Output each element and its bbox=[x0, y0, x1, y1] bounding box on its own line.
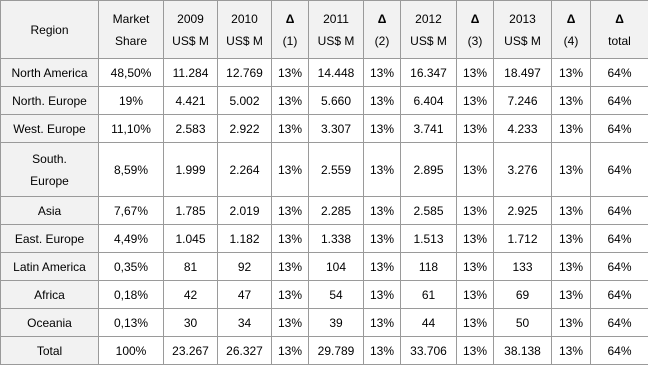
table-row bbox=[1, 253, 648, 281]
cell-share: 100% bbox=[99, 337, 164, 365]
cell-d4: 13% bbox=[552, 337, 591, 365]
cell-d4: 13% bbox=[552, 87, 591, 115]
cell-d1: 13% bbox=[272, 281, 309, 309]
region-cell bbox=[1, 281, 99, 309]
region-cell bbox=[1, 143, 99, 197]
region-cell bbox=[1, 87, 99, 115]
cell-v2010: 5.002 bbox=[218, 87, 272, 115]
region-cell bbox=[1, 253, 99, 281]
cell-share: 7,67% bbox=[99, 197, 164, 225]
cell-d1: 13% bbox=[272, 253, 309, 281]
col-header-delta-4: Δ (4) bbox=[552, 1, 591, 59]
region-cell bbox=[1, 309, 99, 337]
cell-d4: 13% bbox=[552, 197, 591, 225]
table-row bbox=[1, 197, 648, 225]
col-header-delta-1: Δ (1) bbox=[272, 1, 309, 59]
cell-v2011: 54 bbox=[309, 281, 364, 309]
col-header-2013: 2013 US$ M bbox=[494, 1, 552, 59]
cell-v2010: 2.922 bbox=[218, 115, 272, 143]
region-label: North. Europe bbox=[3, 90, 96, 112]
cell-v2010: 92 bbox=[218, 253, 272, 281]
cell-v2011: 2.559 bbox=[309, 143, 364, 197]
cell-d3: 13% bbox=[457, 309, 494, 337]
region-cell bbox=[1, 225, 99, 253]
cell-share: 4,49% bbox=[99, 225, 164, 253]
col-header-region: Region bbox=[1, 1, 99, 59]
region-label: West. Europe bbox=[3, 118, 96, 140]
cell-v2009: 1.999 bbox=[164, 143, 218, 197]
cell-d4: 13% bbox=[552, 59, 591, 87]
cell-dtotal: 64% bbox=[591, 115, 648, 143]
cell-v2013: 4.233 bbox=[494, 115, 552, 143]
region-label: North America bbox=[3, 62, 96, 84]
cell-d2: 13% bbox=[364, 253, 401, 281]
region-label: Africa bbox=[3, 284, 96, 306]
cell-d3: 13% bbox=[457, 281, 494, 309]
cell-d1: 13% bbox=[272, 337, 309, 365]
col-header-2011: 2011 US$ M bbox=[309, 1, 364, 59]
cell-d2: 13% bbox=[364, 143, 401, 197]
region-label: Asia bbox=[3, 200, 96, 222]
cell-v2013: 1.712 bbox=[494, 225, 552, 253]
col-header-2010: 2010 US$ M bbox=[218, 1, 272, 59]
cell-d1: 13% bbox=[272, 87, 309, 115]
col-header-market-share: Market Share bbox=[99, 1, 164, 59]
cell-d1: 13% bbox=[272, 115, 309, 143]
table-row bbox=[1, 309, 648, 337]
cell-share: 0,13% bbox=[99, 309, 164, 337]
header-row bbox=[1, 1, 648, 59]
cell-v2012: 2.585 bbox=[401, 197, 457, 225]
cell-d1: 13% bbox=[272, 309, 309, 337]
cell-d1: 13% bbox=[272, 197, 309, 225]
col-header-delta-2: Δ (2) bbox=[364, 1, 401, 59]
col-header-2009: 2009 US$ M bbox=[164, 1, 218, 59]
cell-d3: 13% bbox=[457, 87, 494, 115]
cell-v2013: 38.138 bbox=[494, 337, 552, 365]
cell-d2: 13% bbox=[364, 225, 401, 253]
cell-v2010: 2.264 bbox=[218, 143, 272, 197]
cell-d1: 13% bbox=[272, 143, 309, 197]
cell-d4: 13% bbox=[552, 281, 591, 309]
cell-v2013: 3.276 bbox=[494, 143, 552, 197]
table-row bbox=[1, 59, 648, 87]
cell-v2010: 1.182 bbox=[218, 225, 272, 253]
cell-v2013: 2.925 bbox=[494, 197, 552, 225]
table-row bbox=[1, 337, 648, 365]
cell-d3: 13% bbox=[457, 143, 494, 197]
cell-v2009: 23.267 bbox=[164, 337, 218, 365]
region-label: Latin America bbox=[3, 256, 96, 278]
cell-v2012: 61 bbox=[401, 281, 457, 309]
cell-v2011: 3.307 bbox=[309, 115, 364, 143]
cell-v2013: 69 bbox=[494, 281, 552, 309]
cell-v2010: 47 bbox=[218, 281, 272, 309]
cell-v2012: 6.404 bbox=[401, 87, 457, 115]
cell-share: 0,18% bbox=[99, 281, 164, 309]
cell-share: 11,10% bbox=[99, 115, 164, 143]
cell-v2011: 29.789 bbox=[309, 337, 364, 365]
cell-d2: 13% bbox=[364, 309, 401, 337]
cell-d2: 13% bbox=[364, 337, 401, 365]
cell-d3: 13% bbox=[457, 225, 494, 253]
cell-d2: 13% bbox=[364, 87, 401, 115]
region-cell bbox=[1, 337, 99, 365]
cell-v2011: 104 bbox=[309, 253, 364, 281]
region-label: East. Europe bbox=[3, 228, 96, 250]
cell-d2: 13% bbox=[364, 115, 401, 143]
cell-v2009: 81 bbox=[164, 253, 218, 281]
cell-v2012: 118 bbox=[401, 253, 457, 281]
cell-dtotal: 64% bbox=[591, 337, 648, 365]
cell-d2: 13% bbox=[364, 281, 401, 309]
region-cell bbox=[1, 115, 99, 143]
table-row bbox=[1, 115, 648, 143]
cell-v2013: 133 bbox=[494, 253, 552, 281]
col-header-delta-3: Δ (3) bbox=[457, 1, 494, 59]
table-row bbox=[1, 225, 648, 253]
cell-v2011: 5.660 bbox=[309, 87, 364, 115]
region-cell bbox=[1, 197, 99, 225]
cell-share: 0,35% bbox=[99, 253, 164, 281]
cell-v2013: 18.497 bbox=[494, 59, 552, 87]
cell-d1: 13% bbox=[272, 225, 309, 253]
table-row bbox=[1, 143, 648, 197]
cell-d4: 13% bbox=[552, 309, 591, 337]
cell-v2011: 2.285 bbox=[309, 197, 364, 225]
cell-d3: 13% bbox=[457, 115, 494, 143]
cell-dtotal: 64% bbox=[591, 59, 648, 87]
cell-v2012: 33.706 bbox=[401, 337, 457, 365]
cell-d3: 13% bbox=[457, 59, 494, 87]
cell-dtotal: 64% bbox=[591, 143, 648, 197]
cell-dtotal: 64% bbox=[591, 253, 648, 281]
cell-v2009: 42 bbox=[164, 281, 218, 309]
cell-d4: 13% bbox=[552, 225, 591, 253]
cell-v2012: 16.347 bbox=[401, 59, 457, 87]
cell-v2009: 2.583 bbox=[164, 115, 218, 143]
cell-v2012: 44 bbox=[401, 309, 457, 337]
cell-dtotal: 64% bbox=[591, 309, 648, 337]
region-label: Europe bbox=[3, 170, 96, 192]
cell-share: 8,59% bbox=[99, 143, 164, 197]
cell-v2009: 11.284 bbox=[164, 59, 218, 87]
cell-v2013: 50 bbox=[494, 309, 552, 337]
region-label: Oceania bbox=[3, 312, 96, 334]
cell-d4: 13% bbox=[552, 143, 591, 197]
table-row bbox=[1, 87, 648, 115]
cell-v2009: 30 bbox=[164, 309, 218, 337]
cell-v2013: 7.246 bbox=[494, 87, 552, 115]
cell-d2: 13% bbox=[364, 197, 401, 225]
cell-v2010: 12.769 bbox=[218, 59, 272, 87]
cell-d1: 13% bbox=[272, 59, 309, 87]
table-body bbox=[1, 59, 648, 365]
region-label: Total bbox=[3, 340, 96, 362]
cell-d3: 13% bbox=[457, 253, 494, 281]
cell-d3: 13% bbox=[457, 197, 494, 225]
cell-v2012: 2.895 bbox=[401, 143, 457, 197]
region-label: South. bbox=[3, 148, 96, 170]
region-cell bbox=[1, 59, 99, 87]
cell-v2011: 39 bbox=[309, 309, 364, 337]
cell-share: 19% bbox=[99, 87, 164, 115]
cell-share: 48,50% bbox=[99, 59, 164, 87]
cell-v2010: 26.327 bbox=[218, 337, 272, 365]
cell-d4: 13% bbox=[552, 115, 591, 143]
cell-dtotal: 64% bbox=[591, 197, 648, 225]
col-header-2012: 2012 US$ M bbox=[401, 1, 457, 59]
table-row bbox=[1, 281, 648, 309]
cell-d3: 13% bbox=[457, 337, 494, 365]
cell-v2009: 4.421 bbox=[164, 87, 218, 115]
cell-dtotal: 64% bbox=[591, 281, 648, 309]
cell-d4: 13% bbox=[552, 253, 591, 281]
cell-v2010: 2.019 bbox=[218, 197, 272, 225]
col-header-delta-total: Δ total bbox=[591, 1, 648, 59]
cell-v2010: 34 bbox=[218, 309, 272, 337]
cell-v2011: 1.338 bbox=[309, 225, 364, 253]
cell-v2011: 14.448 bbox=[309, 59, 364, 87]
cell-d2: 13% bbox=[364, 59, 401, 87]
cell-dtotal: 64% bbox=[591, 225, 648, 253]
cell-v2009: 1.045 bbox=[164, 225, 218, 253]
cell-v2012: 1.513 bbox=[401, 225, 457, 253]
cell-v2009: 1.785 bbox=[164, 197, 218, 225]
cell-dtotal: 64% bbox=[591, 87, 648, 115]
cell-v2012: 3.741 bbox=[401, 115, 457, 143]
